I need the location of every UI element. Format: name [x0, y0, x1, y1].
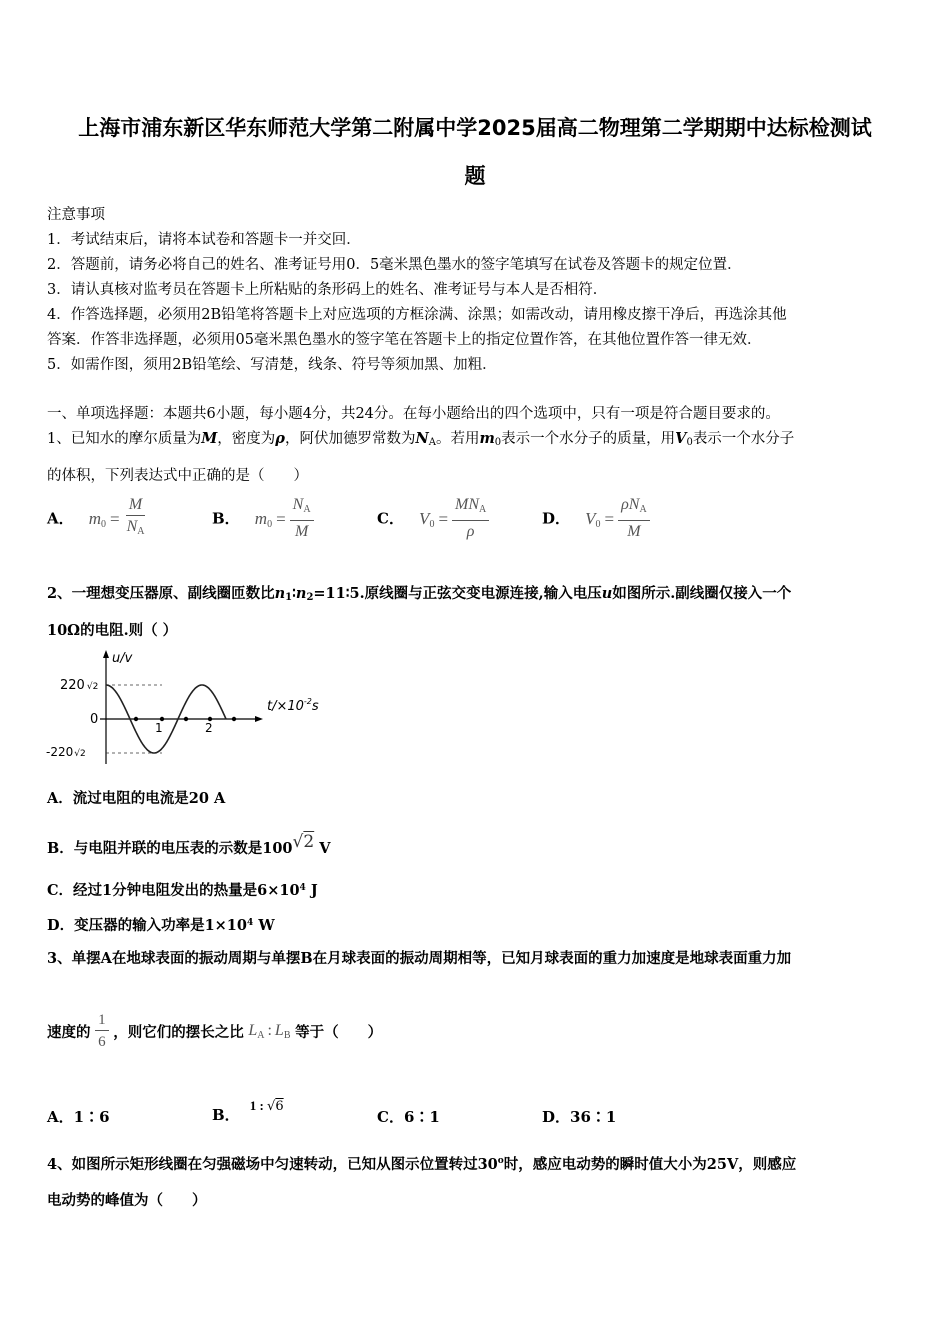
y-tick-neg: -220√2 — [46, 745, 86, 759]
q2-option-d[interactable]: D．变压器的输入功率是$1\times 10^4$ W — [47, 917, 275, 934]
notice-item: 4．作答选择题，必须用2B铅笔将答题卡上对应选项的方框涂满、涂黑；如需改动，请用橡皮擦干净后，再选涂其他 — [47, 307, 787, 323]
y-tick-pos: 220 √2 — [60, 678, 99, 693]
axis-point — [134, 717, 138, 721]
notice-heading: 注意事项 — [47, 207, 105, 223]
notice-item: 5．如需作图，须用2B铅笔绘、写清楚，线条、符号等须加黑、加粗． — [47, 357, 497, 373]
q1-option-d[interactable]: D． $V_0$ = $\frac{\rho N_A}{M}$ — [542, 495, 650, 543]
voltage-time-graph — [44, 646, 334, 772]
question-3-stem: 3、单摆A在地球表面的振动周期与单摆B在月球表面的振动周期相等，已知月球表面的重力加速度是地球表面重力加 — [47, 950, 792, 967]
q3-option-a[interactable]: A．1∶6 — [47, 1108, 110, 1126]
axis-point — [232, 717, 236, 721]
axis-point — [184, 717, 188, 721]
notice-item: 1．考试结束后，请将本试卷和答题卡一并交回． — [47, 232, 361, 248]
notice-item: 2．答题前，请务必将自己的姓名、准考证号用0．5毫米黑色墨水的签字笔填写在试卷及答题卡的规定位置． — [47, 257, 742, 273]
x-tick-2: 2 — [205, 721, 213, 735]
notice-item: 3．请认真核对监考员在答题卡上所粘贴的条形码上的姓名、准考证号与本人是否相符． — [47, 282, 608, 298]
question-4-stem: 4、如图所示矩形线圈在匀强磁场中匀速转动，已知从图示位置转过30$^o$时，感应电动势的瞬时值大小为25V，则感应 — [47, 1156, 797, 1173]
notice-item: 答案．作答非选择题，必须用05毫米黑色墨水的签字笔在答题卡上的指定位置作答，在其他位置作答一律无效． — [47, 332, 762, 348]
question-1-stem-cont: 的体积，下列表达式中正确的是（ ） — [47, 468, 308, 484]
q2-option-a[interactable]: A．流过电阻的电流是20 A — [47, 790, 226, 807]
q3-option-b[interactable]: B．1 : √6 — [212, 1098, 284, 1124]
y-axis-label: u/v — [112, 651, 133, 666]
y-axis-arrow — [103, 650, 109, 658]
q2-option-c[interactable]: C．经过1分钟电阻发出的热量是$6\times 10^4$ J — [47, 882, 318, 899]
y-tick-zero: 0 — [90, 712, 99, 727]
page-title-cont: 题 — [464, 164, 486, 188]
q1-option-c[interactable]: C． $V_0$ = $\frac{MN_A}{\rho}$ — [377, 495, 489, 543]
section-header: 一、单项选择题：本题共6小题，每小题4分，共24分。在每小题给出的四个选项中，只有一项是符合题目要求的。 — [47, 406, 780, 422]
question-3-stem-cont: 速度的 $\frac{1}{6}$ ，则它们的摆长之比 $L_A$ : $L_B$ 等于（ ） — [47, 1012, 383, 1050]
page-title: 上海市浦东新区华东师范大学第二附属中学2025届高二物理第二学期期中达标检测试 — [78, 116, 872, 140]
q1-option-b[interactable]: B． $m_0$ = $\frac{N_A}{M}$ — [212, 495, 314, 543]
q1-option-a[interactable]: A． $m_0$ = $\frac{M}{N_A}$ — [47, 496, 145, 537]
question-2-stem: 2、一理想变压器原、副线圈匝数比n1∶n2=11∶5.原线圈与正弦交变电源连接,输入电压u如图所示.副线圈仅接入一个 — [47, 585, 792, 603]
question-4-stem-cont: 电动势的峰值为（ ） — [47, 1192, 207, 1209]
q3-option-c[interactable]: C．6∶1 — [377, 1108, 440, 1126]
x-axis-arrow — [255, 716, 263, 722]
x-axis-label: $t/\times 10^{-2}s$ — [267, 697, 319, 714]
q3-option-d[interactable]: D．36∶1 — [542, 1108, 617, 1126]
x-tick-1: 1 — [155, 721, 163, 735]
question-1-stem: 1、已知水的摩尔质量为M，密度为ρ，阿伏加德罗常数为NA。若用m0表示一个水分子的质量，用V0表示一个水分子 — [47, 430, 795, 448]
q2-option-b[interactable]: B．与电阻并联的电压表的示数是100√2 V — [47, 832, 331, 857]
question-2-stem-cont: 10Ω的电阻.则（ ） — [47, 622, 178, 639]
